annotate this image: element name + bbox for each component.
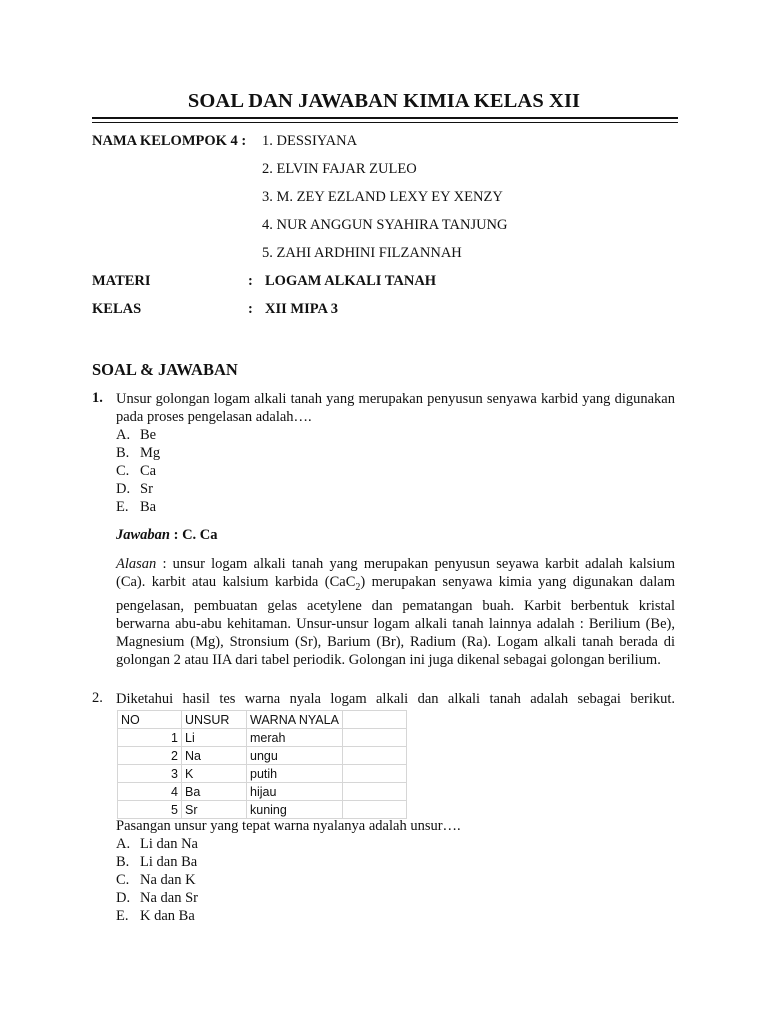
q2-option-b: B. Li dan Ba bbox=[116, 854, 198, 870]
member-5: 5. ZAHI ARDHINI FILZANNAH bbox=[262, 245, 462, 261]
title-rule-thin bbox=[92, 122, 678, 123]
table-header: UNSUR bbox=[182, 711, 247, 729]
table-cell: 5 bbox=[118, 801, 182, 819]
table-cell: Li bbox=[182, 729, 247, 747]
member-4: 4. NUR ANGGUN SYAHIRA TANJUNG bbox=[262, 217, 508, 233]
table-cell bbox=[342, 783, 406, 801]
materi-colon: : bbox=[248, 273, 253, 289]
table-row bbox=[118, 783, 407, 801]
table-cell: 3 bbox=[118, 765, 182, 783]
q1-option-a: A. Be bbox=[116, 427, 157, 443]
table-cell: 1 bbox=[118, 729, 182, 747]
table-cell bbox=[342, 711, 406, 729]
q1-reason: Alasan : unsur logam alkali tanah yang merupakan penyusun seyawa karbit adalah kalsium (Ca). karbit atau kalsium karbida (CaC$_2$) merupakan senyawa kimia yang digunakan dalam pengelasan, pembuatan gelas acetylene dan pematangan buah. Karbit berbentuk kristal berwarna abu-abu kehitaman. Unsur-unsur logam alkali tanah lainnya adalah : Berilium (Be), Magnesium (Mg), Stronsium (Sr), Barium (Br), Radium (Ra). Logam alkali tanah berada di golongan 2 atau IIA dari tabel periodik. Golongan ini juga dikenal sebagai golongan berilium. bbox=[116, 556, 675, 668]
table-header: WARNA NYALA bbox=[247, 711, 343, 729]
table-header: NO bbox=[118, 711, 182, 729]
q1-answer: Jawaban : C. Ca bbox=[116, 527, 218, 543]
materi-value: LOGAM ALKALI TANAH bbox=[265, 273, 437, 289]
table-cell: 2 bbox=[118, 747, 182, 765]
question-1-text: Unsur golongan logam alkali tanah yang merupakan penyusun senyawa karbid yang digunakan pada proses pengelasan adalah…. bbox=[116, 391, 675, 425]
table-cell: Sr bbox=[182, 801, 247, 819]
document-title: SOAL DAN JAWABAN KIMIA KELAS XII bbox=[187, 90, 581, 112]
title-rule-thick bbox=[92, 117, 678, 119]
kelas-colon: : bbox=[248, 301, 253, 317]
group-label: NAMA KELOMPOK 4 : bbox=[92, 133, 247, 149]
q1-option-c: C. Ca bbox=[116, 463, 157, 479]
q1-option-b: B. Mg bbox=[116, 445, 161, 461]
q1-option-d: D. Sr bbox=[116, 481, 153, 497]
table-cell: hijau bbox=[247, 783, 343, 801]
table-cell bbox=[342, 729, 406, 747]
flame-test-table bbox=[117, 710, 407, 819]
table-row bbox=[118, 747, 407, 765]
q2-option-c: C. Na dan K bbox=[116, 872, 196, 888]
table-cell: 4 bbox=[118, 783, 182, 801]
member-2: 2. ELVIN FAJAR ZULEO bbox=[262, 161, 417, 177]
q1-option-e: E. Ba bbox=[116, 499, 157, 515]
question-1-number: 1. bbox=[92, 390, 103, 406]
table-cell bbox=[342, 801, 406, 819]
table-cell: kuning bbox=[247, 801, 343, 819]
table-header-row bbox=[118, 711, 407, 729]
q2-option-a: A. Li dan Na bbox=[116, 836, 198, 852]
table-row bbox=[118, 729, 407, 747]
q2-option-d: D. Na dan Sr bbox=[116, 890, 198, 906]
table-cell: Na bbox=[182, 747, 247, 765]
materi-label: MATERI bbox=[92, 273, 151, 289]
question-2-intro: Diketahui hasil tes warna nyala logam alkali dan alkali tanah adalah sebagai berikut. bbox=[116, 691, 675, 707]
table-row bbox=[118, 801, 407, 819]
table-cell: merah bbox=[247, 729, 343, 747]
table-cell: ungu bbox=[247, 747, 343, 765]
table-cell bbox=[342, 765, 406, 783]
question-2-number: 2. bbox=[92, 690, 103, 706]
table-row bbox=[118, 765, 407, 783]
table-cell bbox=[342, 747, 406, 765]
question-2-text: Pasangan unsur yang tepat warna nyalanya adalah unsur…. bbox=[116, 818, 461, 834]
table-cell: putih bbox=[247, 765, 343, 783]
kelas-value: XII MIPA 3 bbox=[265, 301, 339, 317]
member-1: 1. DESSIYANA bbox=[262, 133, 358, 149]
section-title: SOAL & JAWABAN bbox=[92, 360, 238, 379]
kelas-label: KELAS bbox=[92, 301, 142, 317]
q2-option-e: E. K dan Ba bbox=[116, 908, 195, 924]
table-cell: K bbox=[182, 765, 247, 783]
table-cell: Ba bbox=[182, 783, 247, 801]
member-3: 3. M. ZEY EZLAND LEXY EY XENZY bbox=[262, 189, 503, 205]
